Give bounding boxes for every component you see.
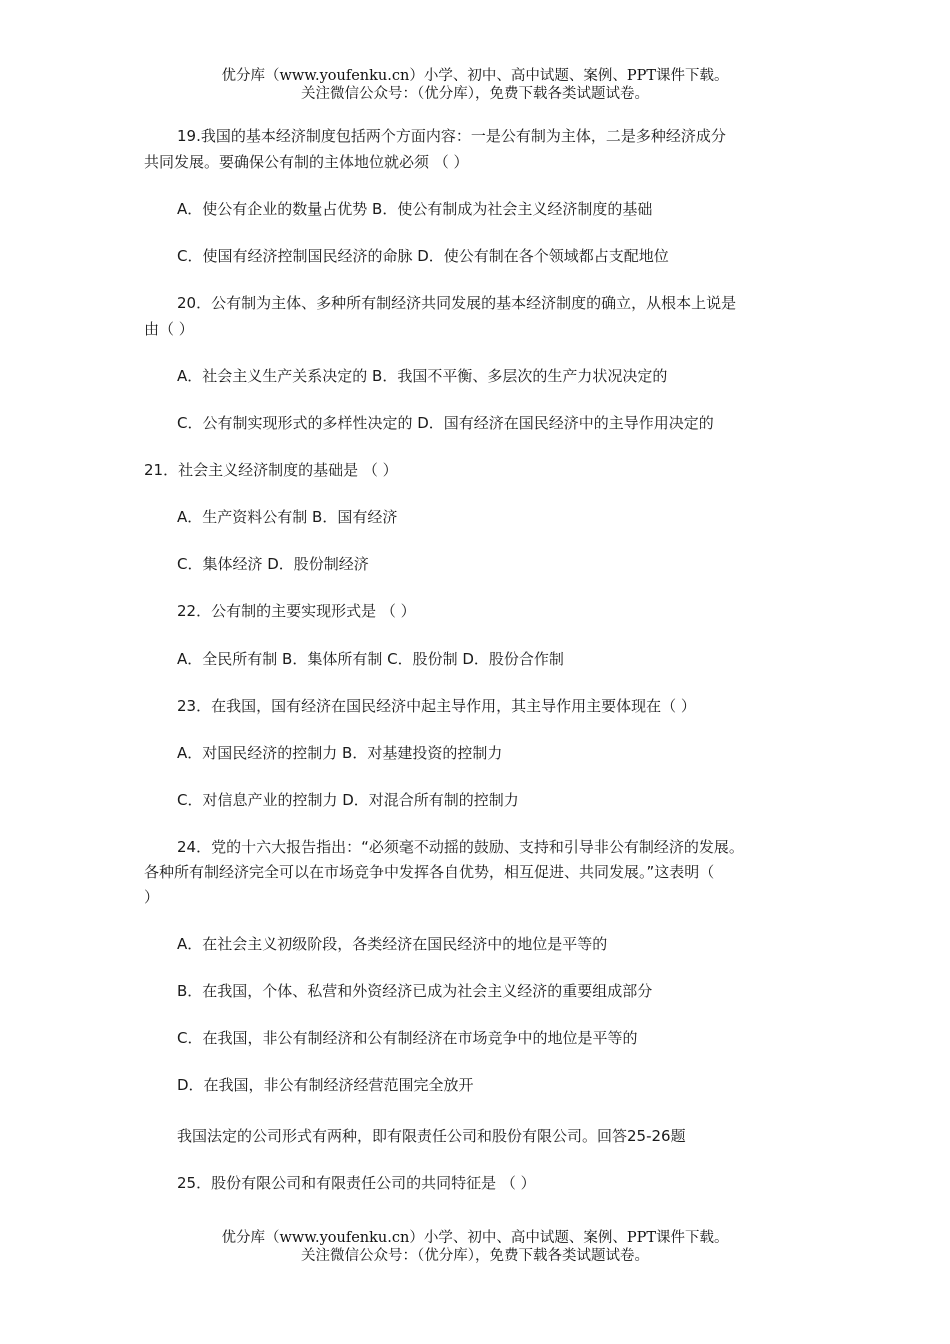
q20-stem-line-1: 20．公有制为主体、多种所有制经济共同发展的基本经济制度的确立，从根本上说是 — [177, 294, 737, 312]
q21-options-cd: C．集体经济 D．股份制经济 — [177, 555, 369, 573]
q19-options-cd: C．使国有经济控制国民经济的命脉 D．使公有制在各个领域都占支配地位 — [177, 247, 669, 265]
header-line-1: 优分库（www.youfenku.cn）小学、初中、高中试题、案例、PPT课件下载。 — [221, 68, 729, 84]
q22-stem: 22．公有制的主要实现形式是 （ ） — [177, 602, 416, 620]
q24-option-d: D．在我国，非公有制经济经营范围完全放开 — [177, 1076, 474, 1094]
footer-line-1: 优分库（www.youfenku.cn）小学、初中、高中试题、案例、PPT课件下载。 — [221, 1230, 729, 1246]
page-footer — [0, 1229, 950, 1265]
intro-25-26: 我国法定的公司形式有两种，即有限责任公司和股份有限公司。回答25-26题 — [177, 1127, 686, 1145]
q19-stem-line-2: 共同发展。要确保公有制的主体地位就必须 （ ） — [144, 153, 469, 171]
header-line-2: 关注微信公众号：（优分库），免费下载各类试题试卷。 — [301, 86, 649, 102]
q24-option-c: C．在我国，非公有制经济和公有制经济在市场竞争中的地位是平等的 — [177, 1029, 638, 1047]
q23-stem: 23．在我国，国有经济在国民经济中起主导作用，其主导作用主要体现在（ ） — [177, 697, 696, 715]
q24-option-b: B．在我国，个体、私营和外资经济已成为社会主义经济的重要组成部分 — [177, 982, 653, 1000]
q22-options: A．全民所有制 B．集体所有制 C．股份制 D．股份合作制 — [177, 650, 564, 668]
q19-options-ab: A．使公有企业的数量占优势 B．使公有制成为社会主义经济制度的基础 — [177, 200, 653, 218]
q24-stem-line-2: 各种所有制经济完全可以在市场竞争中发挥各自优势，相互促进、共同发展。”这表明（ — [144, 863, 715, 881]
q20-options-cd: C．公有制实现形式的多样性决定的 D．国有经济在国民经济中的主导作用决定的 — [177, 414, 714, 432]
q20-options-ab: A．社会主义生产关系决定的 B．我国不平衡、多层次的生产力状况决定的 — [177, 367, 668, 385]
q24-option-a: A．在社会主义初级阶段，各类经济在国民经济中的地位是平等的 — [177, 935, 608, 953]
q19-stem-line-1: 19.我国的基本经济制度包括两个方面内容：一是公有制为主体，二是多种经济成分 — [177, 127, 726, 145]
q25-stem: 25．股份有限公司和有限责任公司的共同特征是 （ ） — [177, 1174, 536, 1192]
q24-stem-line-3: ） — [144, 888, 160, 906]
q20-stem-line-2: 由（ ） — [144, 320, 194, 338]
page-header — [0, 67, 950, 103]
footer-line-2: 关注微信公众号：（优分库），免费下载各类试题试卷。 — [301, 1248, 649, 1264]
q23-options-cd: C．对信息产业的控制力 D．对混合所有制的控制力 — [177, 791, 519, 809]
q23-options-ab: A．对国民经济的控制力 B．对基建投资的控制力 — [177, 744, 503, 762]
q24-stem-line-1: 24．党的十六大报告指出：“必须毫不动摇的鼓励、支持和引导非公有制经济的发展。 — [177, 838, 744, 856]
q21-options-ab: A．生产资料公有制 B．国有经济 — [177, 508, 398, 526]
q21-stem: 21．社会主义经济制度的基础是 （ ） — [144, 461, 398, 479]
